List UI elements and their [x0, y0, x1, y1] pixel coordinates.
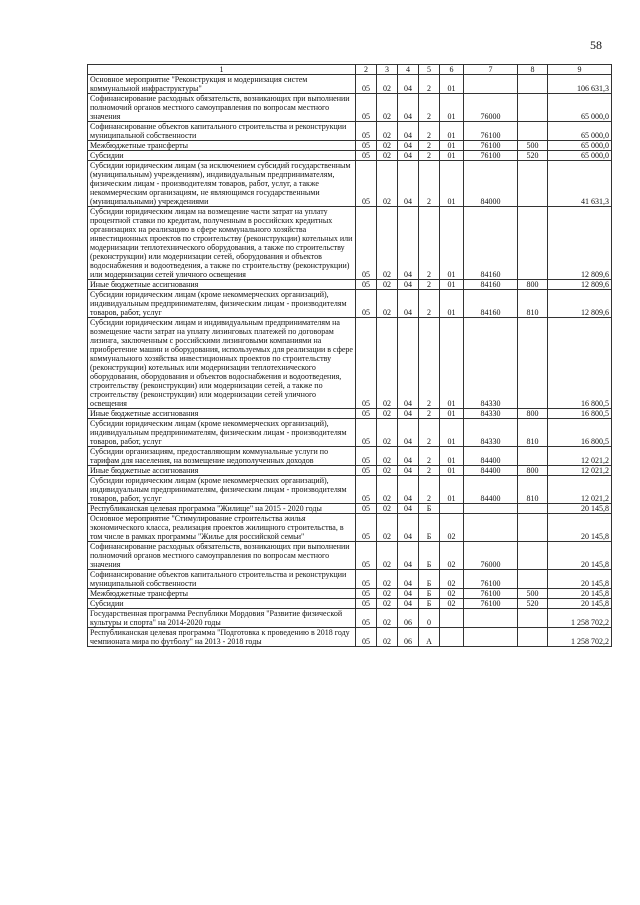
row-code-c7: 84400 — [464, 476, 518, 504]
table-row — [88, 151, 612, 161]
row-amount: 20 145,8 — [548, 599, 612, 609]
row-name: Софинансирование расходных обязательств, возникающих при выполнении полномочий органов местного самоуправления по вопросам местного значения — [88, 542, 356, 570]
row-code-c7 — [464, 75, 518, 94]
row-code-c5: 2 — [419, 75, 440, 94]
row-code-c6: 01 — [440, 447, 464, 466]
row-code-c7: 84400 — [464, 447, 518, 466]
table-row — [88, 409, 612, 419]
budget-table — [87, 64, 612, 647]
row-code-c2: 05 — [356, 628, 377, 647]
row-name: Субсидии юридическим лицам на возмещение части затрат на уплату процентной ставки по кредитам, полученным в российских кредитных организациях на реализацию в сфере коммунального хозяйства инвестиционных проектов по строительству (реконструкции) котельных или модернизации теплотехнического оборудования, а также по строительству (реконструкции) или модернизации сетей, оборудования и объектов водоснабжения и водоотведения, а также по строительству (реконструкции) или модернизации сетей уличного освещения — [88, 207, 356, 280]
row-name: Софинансирование объектов капитального строительства и реконструкции муниципальной собственности — [88, 570, 356, 589]
row-code-c4: 04 — [398, 409, 419, 419]
row-code-c8 — [518, 318, 548, 409]
row-code-c2: 05 — [356, 504, 377, 514]
table-header — [88, 65, 612, 75]
table-row — [88, 447, 612, 466]
row-code-c6: 01 — [440, 409, 464, 419]
row-code-c3: 02 — [377, 290, 398, 318]
row-code-c2: 05 — [356, 141, 377, 151]
column-header: 3 — [377, 65, 398, 75]
row-code-c2: 05 — [356, 609, 377, 628]
row-code-c2: 05 — [356, 122, 377, 141]
row-code-c2: 05 — [356, 207, 377, 280]
row-code-c6: 01 — [440, 466, 464, 476]
row-amount: 16 800,5 — [548, 318, 612, 409]
row-code-c6: 02 — [440, 599, 464, 609]
row-code-c5: Б — [419, 570, 440, 589]
table-row — [88, 75, 612, 94]
row-code-c5: Б — [419, 542, 440, 570]
row-code-c8: 800 — [518, 280, 548, 290]
row-code-c8: 800 — [518, 466, 548, 476]
row-code-c8: 810 — [518, 476, 548, 504]
row-code-c8: 520 — [518, 151, 548, 161]
row-code-c2: 05 — [356, 542, 377, 570]
row-code-c8 — [518, 542, 548, 570]
row-code-c3: 02 — [377, 599, 398, 609]
row-code-c5: 2 — [419, 207, 440, 280]
column-header: 6 — [440, 65, 464, 75]
row-code-c3: 02 — [377, 589, 398, 599]
row-amount: 12 809,6 — [548, 280, 612, 290]
row-amount: 20 145,8 — [548, 504, 612, 514]
row-code-c7: 84330 — [464, 318, 518, 409]
row-code-c8: 500 — [518, 141, 548, 151]
row-code-c5: 2 — [419, 318, 440, 409]
row-amount: 20 145,8 — [548, 514, 612, 542]
row-code-c6: 01 — [440, 207, 464, 280]
row-code-c4: 04 — [398, 466, 419, 476]
row-amount: 16 800,5 — [548, 409, 612, 419]
row-code-c3: 02 — [377, 318, 398, 409]
row-code-c7 — [464, 628, 518, 647]
row-code-c2: 05 — [356, 466, 377, 476]
row-code-c2: 05 — [356, 447, 377, 466]
row-code-c7: 76000 — [464, 542, 518, 570]
row-code-c2: 05 — [356, 151, 377, 161]
table-row — [88, 514, 612, 542]
row-code-c2: 05 — [356, 409, 377, 419]
row-code-c6: 02 — [440, 542, 464, 570]
row-code-c8: 520 — [518, 599, 548, 609]
row-amount: 12 021,2 — [548, 447, 612, 466]
row-code-c8 — [518, 94, 548, 122]
row-name: Субсидии юридическим лицам (за исключением субсидий государственным (муниципальным) учреждениям), индивидуальным предпринимателям, физическим лицам - производителям товаров, работ, услуг, а также некоммерческим организациям, не являющимся государственными (муниципальными) учреждениями — [88, 161, 356, 207]
row-code-c6: 02 — [440, 570, 464, 589]
table-row — [88, 609, 612, 628]
row-amount: 12 809,6 — [548, 207, 612, 280]
row-code-c7: 84160 — [464, 290, 518, 318]
row-code-c7: 76100 — [464, 141, 518, 151]
row-code-c8 — [518, 628, 548, 647]
table-row — [88, 628, 612, 647]
row-name: Иные бюджетные ассигнования — [88, 280, 356, 290]
row-name: Межбюджетные трансферты — [88, 589, 356, 599]
row-name: Республиканская целевая программа "Подготовка к проведению в 2018 году чемпионата мира по футболу" на 2013 - 2018 годы — [88, 628, 356, 647]
row-code-c7 — [464, 504, 518, 514]
row-code-c2: 05 — [356, 161, 377, 207]
row-code-c6: 01 — [440, 94, 464, 122]
row-code-c6 — [440, 609, 464, 628]
row-code-c4: 04 — [398, 318, 419, 409]
row-code-c3: 02 — [377, 628, 398, 647]
column-header: 4 — [398, 65, 419, 75]
row-code-c5: 2 — [419, 466, 440, 476]
row-code-c3: 02 — [377, 94, 398, 122]
row-code-c7: 76100 — [464, 599, 518, 609]
row-code-c7 — [464, 514, 518, 542]
row-code-c8: 810 — [518, 419, 548, 447]
row-code-c6: 01 — [440, 280, 464, 290]
row-amount: 1 258 702,2 — [548, 609, 612, 628]
row-name: Субсидии юридическим лицам (кроме некоммерческих организаций), индивидуальным предпринимателям, физическим лицам - производителям товаров, работ, услуг — [88, 419, 356, 447]
row-code-c6: 02 — [440, 589, 464, 599]
row-code-c7: 76100 — [464, 589, 518, 599]
column-header: 9 — [548, 65, 612, 75]
row-code-c4: 06 — [398, 628, 419, 647]
row-code-c7: 76100 — [464, 122, 518, 141]
row-amount: 65 000,0 — [548, 94, 612, 122]
row-code-c5: Б — [419, 589, 440, 599]
row-code-c2: 05 — [356, 514, 377, 542]
row-code-c5: 2 — [419, 141, 440, 151]
row-name: Иные бюджетные ассигнования — [88, 466, 356, 476]
row-amount: 20 145,8 — [548, 542, 612, 570]
row-code-c5: 2 — [419, 476, 440, 504]
row-code-c8 — [518, 514, 548, 542]
row-code-c4: 04 — [398, 290, 419, 318]
table-row — [88, 599, 612, 609]
row-code-c3: 02 — [377, 447, 398, 466]
table-row — [88, 542, 612, 570]
row-code-c3: 02 — [377, 542, 398, 570]
table-row — [88, 290, 612, 318]
row-amount: 65 000,0 — [548, 141, 612, 151]
row-code-c3: 02 — [377, 151, 398, 161]
row-code-c7: 84160 — [464, 207, 518, 280]
row-code-c7: 84330 — [464, 419, 518, 447]
row-code-c7: 76100 — [464, 570, 518, 589]
table-row — [88, 419, 612, 447]
row-name: Иные бюджетные ассигнования — [88, 409, 356, 419]
row-code-c6 — [440, 504, 464, 514]
row-code-c6: 01 — [440, 419, 464, 447]
row-code-c4: 04 — [398, 570, 419, 589]
table-row — [88, 280, 612, 290]
row-code-c3: 02 — [377, 504, 398, 514]
row-code-c3: 02 — [377, 122, 398, 141]
row-amount: 65 000,0 — [548, 151, 612, 161]
row-amount: 12 021,2 — [548, 476, 612, 504]
row-code-c2: 05 — [356, 290, 377, 318]
row-amount: 20 145,8 — [548, 570, 612, 589]
table-row — [88, 476, 612, 504]
row-code-c4: 04 — [398, 207, 419, 280]
row-code-c5: 2 — [419, 161, 440, 207]
row-name: Субсидии юридическим лицам (кроме некоммерческих организаций), индивидуальным предпринимателям, физическим лицам - производителям товаров, работ, услуг — [88, 476, 356, 504]
row-code-c8 — [518, 570, 548, 589]
row-name: Софинансирование объектов капитального строительства и реконструкции муниципальной собственности — [88, 122, 356, 141]
row-code-c5: 2 — [419, 280, 440, 290]
table-row — [88, 589, 612, 599]
row-code-c4: 04 — [398, 94, 419, 122]
table-row — [88, 504, 612, 514]
row-name: Межбюджетные трансферты — [88, 141, 356, 151]
table-row — [88, 207, 612, 280]
row-code-c5: 2 — [419, 122, 440, 141]
row-code-c5: 0 — [419, 609, 440, 628]
column-header: 1 — [88, 65, 356, 75]
row-code-c4: 04 — [398, 280, 419, 290]
row-code-c6: 01 — [440, 75, 464, 94]
row-code-c3: 02 — [377, 409, 398, 419]
row-amount: 65 000,0 — [548, 122, 612, 141]
row-name: Субсидии — [88, 151, 356, 161]
row-code-c8: 800 — [518, 409, 548, 419]
table-row — [88, 94, 612, 122]
row-code-c3: 02 — [377, 207, 398, 280]
row-code-c5: 2 — [419, 447, 440, 466]
row-name: Государственная программа Республики Мордовия "Развитие физической культуры и спорта" на 2014-2020 годы — [88, 609, 356, 628]
row-code-c6: 01 — [440, 141, 464, 151]
row-code-c3: 02 — [377, 280, 398, 290]
row-amount: 20 145,8 — [548, 589, 612, 599]
row-code-c4: 04 — [398, 447, 419, 466]
row-code-c5: 2 — [419, 290, 440, 318]
row-amount: 16 800,5 — [548, 419, 612, 447]
row-code-c7: 84160 — [464, 280, 518, 290]
row-code-c3: 02 — [377, 141, 398, 151]
row-code-c2: 05 — [356, 94, 377, 122]
row-code-c2: 05 — [356, 476, 377, 504]
row-code-c4: 04 — [398, 419, 419, 447]
row-code-c3: 02 — [377, 75, 398, 94]
row-code-c4: 04 — [398, 75, 419, 94]
row-code-c7: 84400 — [464, 466, 518, 476]
page-number: 58 — [590, 38, 602, 52]
row-code-c8: 500 — [518, 589, 548, 599]
row-name: Субсидии юридическим лицам (кроме некоммерческих организаций), индивидуальным предпринимателям, физическим лицам - производителям товаров, работ, услуг — [88, 290, 356, 318]
row-code-c4: 04 — [398, 141, 419, 151]
column-header: 2 — [356, 65, 377, 75]
row-name: Основное мероприятие "Стимулирование строительства жилья экономического класса, реализация проектов жилищного строительства, в том числе в рамках программы "Жилье для российской семьи" — [88, 514, 356, 542]
row-amount: 12 809,6 — [548, 290, 612, 318]
row-code-c5: 2 — [419, 151, 440, 161]
row-code-c5: Б — [419, 504, 440, 514]
row-code-c4: 04 — [398, 542, 419, 570]
row-code-c5: Б — [419, 514, 440, 542]
row-code-c7 — [464, 609, 518, 628]
row-name: Субсидии — [88, 599, 356, 609]
column-header: 5 — [419, 65, 440, 75]
table-row — [88, 466, 612, 476]
row-amount: 106 631,3 — [548, 75, 612, 94]
row-code-c2: 05 — [356, 599, 377, 609]
row-code-c6: 01 — [440, 161, 464, 207]
row-code-c2: 05 — [356, 318, 377, 409]
row-code-c3: 02 — [377, 609, 398, 628]
row-name: Республиканская целевая программа "Жилище" на 2015 - 2020 годы — [88, 504, 356, 514]
row-code-c3: 02 — [377, 476, 398, 504]
table-row — [88, 141, 612, 151]
table-row — [88, 161, 612, 207]
row-code-c2: 05 — [356, 589, 377, 599]
row-code-c7: 84000 — [464, 161, 518, 207]
row-code-c2: 05 — [356, 419, 377, 447]
row-amount: 12 021,2 — [548, 466, 612, 476]
row-amount: 1 258 702,2 — [548, 628, 612, 647]
table-row — [88, 318, 612, 409]
row-code-c7: 76100 — [464, 151, 518, 161]
row-name: Субсидии юридическим лицам и индивидуальным предпринимателям на возмещение части затрат на уплату лизинговых платежей по договорам лизинга, заключенным с российскими лизинговыми компаниями на приобретение машин и оборудования, используемых для реализации в сфере коммунального хозяйства инвестиционных проектов по строительству (реконструкции) котельных или модернизации теплотехнического оборудования, оборудования и объектов водоснабжения и водоотведения, строительству (реконструкции) или модернизации сетей, а также по строительству (реконструкции) или модернизации сетей уличного освещения — [88, 318, 356, 409]
row-code-c7: 76000 — [464, 94, 518, 122]
row-code-c3: 02 — [377, 161, 398, 207]
row-code-c6: 01 — [440, 318, 464, 409]
column-header: 8 — [518, 65, 548, 75]
row-code-c8 — [518, 161, 548, 207]
row-amount: 41 631,3 — [548, 161, 612, 207]
row-code-c3: 02 — [377, 419, 398, 447]
row-code-c3: 02 — [377, 570, 398, 589]
row-code-c5: 2 — [419, 94, 440, 122]
row-code-c2: 05 — [356, 570, 377, 589]
row-code-c5: 2 — [419, 409, 440, 419]
row-code-c8 — [518, 609, 548, 628]
row-code-c6: 01 — [440, 122, 464, 141]
row-code-c4: 04 — [398, 589, 419, 599]
row-code-c5: А — [419, 628, 440, 647]
row-code-c8 — [518, 75, 548, 94]
row-code-c7: 84330 — [464, 409, 518, 419]
row-name: Субсидии организациям, предоставляющим коммунальные услуги по тарифам для населения, на возмещение недополученных доходов — [88, 447, 356, 466]
row-code-c8 — [518, 122, 548, 141]
row-code-c8 — [518, 504, 548, 514]
row-code-c4: 04 — [398, 122, 419, 141]
row-code-c4: 06 — [398, 609, 419, 628]
row-code-c4: 04 — [398, 161, 419, 207]
row-code-c6 — [440, 628, 464, 647]
row-code-c3: 02 — [377, 514, 398, 542]
row-code-c5: Б — [419, 599, 440, 609]
row-code-c5: 2 — [419, 419, 440, 447]
row-code-c4: 04 — [398, 151, 419, 161]
table-row — [88, 570, 612, 589]
row-code-c4: 04 — [398, 504, 419, 514]
row-code-c2: 05 — [356, 75, 377, 94]
row-code-c4: 04 — [398, 514, 419, 542]
row-name: Софинансирование расходных обязательств, возникающих при выполнении полномочий органов местного самоуправления по вопросам местного значения — [88, 94, 356, 122]
column-header: 7 — [464, 65, 518, 75]
row-code-c3: 02 — [377, 466, 398, 476]
row-code-c4: 04 — [398, 599, 419, 609]
row-code-c6: 01 — [440, 290, 464, 318]
row-code-c8 — [518, 207, 548, 280]
row-code-c8: 810 — [518, 290, 548, 318]
row-code-c2: 05 — [356, 280, 377, 290]
row-code-c6: 02 — [440, 514, 464, 542]
row-code-c6: 01 — [440, 151, 464, 161]
row-name: Основное мероприятие "Реконструкция и модернизация систем коммунальной инфраструктуры" — [88, 75, 356, 94]
row-code-c4: 04 — [398, 476, 419, 504]
row-code-c8 — [518, 447, 548, 466]
table-row — [88, 122, 612, 141]
row-code-c6: 01 — [440, 476, 464, 504]
